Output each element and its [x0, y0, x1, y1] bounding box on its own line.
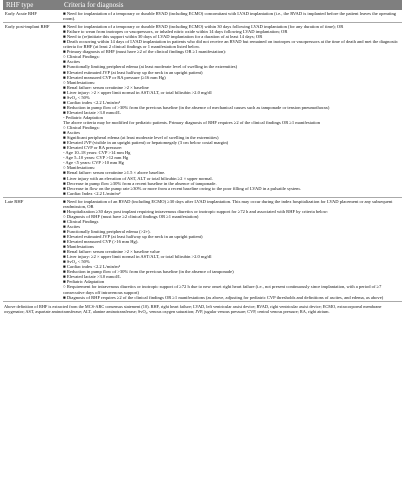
criteria-line: ■ Need for implantation of a temporary or durable RVAD (including ECMO) within 30 days following LVAD implantation (for any duration of time); OR [63, 24, 344, 30]
criteria-line: ■ Liver injury: >2 × upper limit normal in AST/ALT, or total bilirubin >2.0 mg/dl [63, 89, 212, 95]
criteria-line: ■ Hospitalization ≥30 days post implant requiring intravenous diuretics or inotropic support for ≥72 h and associated with RHF by criteria below: [63, 208, 329, 214]
criteria-line: ■ Elevated CVP or RA pressure: [63, 145, 123, 151]
criteria-line: ■ Liver injury: ≥2 × upper limit normal in AST/ALT, or total bilirubin >2.0 mg/dl [63, 254, 212, 260]
table-header-row [3, 0, 402, 10]
criteria-line: ■ Elevated estimated JVP (at least halfway up the neck in an upright patient) [63, 234, 203, 240]
rhf-type-cell: Early Acute RHF [3, 10, 61, 23]
criteria-line: ■ Need to (re)initiate this support within 30 days of LVAD implantation for a duration of at least 14 days; OR [63, 34, 263, 40]
criteria-line: ■ Reduction in pump flow of >30% from the previous baseline (in the absence of mechanical causes such as tamponade or tension pneumothorax) [63, 104, 330, 110]
header-rhf-type: RHF type [3, 0, 61, 10]
criteria-cell [61, 197, 402, 301]
criteria-line: ■ Need for implantation of an RVAD (including ECMO) ≥30 days after LVAD implantation. This may occur during the index hospitalization for LVAD placement or any subsequent readmission, OR [63, 198, 393, 209]
criteria-line: ■ Decrease in pump flow ≥30% from a recent baseline in the absence of tamponade. [63, 180, 217, 186]
criteria-line: ■ Clinical Findings [63, 218, 99, 224]
criteria-line: ○ Manifestations: [63, 79, 96, 85]
criteria-line: ■ Manifestations [63, 244, 94, 250]
criteria-line: ■ Elevated measured CVP or RA pressure (≥16 mm Hg) [63, 74, 166, 80]
criteria-cell [61, 23, 402, 198]
criteria-line: ■ Diagnosis of RHF requires ≥2 of the clinical findings OR ≥1 manifestations (as above, adjusting for pediatric CVP thresholds and definitions of ascites, and edema, as above) [63, 294, 384, 300]
table-row [3, 197, 402, 301]
criteria-line: - Age 10–18 years: CVP >14 mm Hg [63, 150, 131, 156]
criteria-line: ○ Manifestations: [63, 165, 96, 171]
table-row [3, 10, 402, 23]
criteria-line: ■ Failure to wean from inotropes or vasopressors, or inhaled nitric oxide within 14 days following LVAD implantation; OR [63, 29, 288, 35]
criteria-line: ■ Ascites [63, 223, 81, 229]
table-footnote: Above definition of RHF is extracted from the MCS-ARC consensus statement (10). RHF, right heart failure; LVAD, left ventricular assist device; RVAD, right ventricular assist device; ECMO, extracorporeal membrane oxygenator; AST, aspartate aminotransferase; ALT, alanine aminotransferase; SvO₂, venous oxygen saturation; JVP, jugular venous pressure; CVP, central venous pressure; RA, right atrium. [4, 303, 382, 314]
criteria-line: ○ Clinical Findings: [63, 54, 100, 60]
table-row [3, 23, 402, 198]
criteria-line: ■ Ascites [63, 59, 81, 65]
criteria-line: ■ Ascites [63, 130, 81, 136]
rhf-type-cell: Early post-implant RHF [3, 23, 61, 198]
criteria-line: ■ Death occurring within 14 days of LVAD implantation in patients who did not receive an RVAD but remained on inotropes or vasopressors at the time of death and met the diagnostic criteria for RHF (at least 2 clinical findings or 1 manifestation listed below. [63, 39, 399, 50]
table-body [3, 10, 402, 301]
criteria-line: ■ Reduction in pump flow of >30% from the previous baseline (in the absence of tamponade) [63, 269, 234, 275]
criteria-line: ■ SvO₂ < 50% [63, 259, 90, 265]
criteria-line: ■ Functionally limiting peripheral edema (at least moderate level of swelling in the extremities) [63, 64, 238, 70]
criteria-line: ■ Functionally limiting peripheral edema (>2+). [63, 228, 151, 234]
criteria-line: ■ Renal failure: serum creatinine >2 × baseline [63, 84, 149, 90]
criteria-line: ■ Renal failure: serum creatinine ≥1.5 × above baseline. [63, 170, 166, 176]
criteria-line: ■ Elevated measured CVP (>16 mm Hg). [63, 239, 139, 245]
criteria-line: ■ Elevated JVP (visible in an upright patient) or hepatomegaly (3 cm below costal margin) [63, 140, 229, 146]
criteria-line: ○ Clinical Findings: [63, 125, 100, 131]
criteria-line: The above criteria may be modified for pediatric patients. Primary diagnosis of RHF requires ≥2 of the clinical findings OR ≥1 manifestation [63, 119, 321, 125]
criteria-line: - Pediatric Adaptation [63, 114, 103, 120]
criteria-line: ■ Decrease in flow on the pump rate ≥30% or more from a recent baseline owing to the poor filling of LVAD in a pulsatile system. [63, 185, 301, 191]
criteria-cell [61, 10, 402, 23]
rhf-type-cell: Late RHF [3, 197, 61, 301]
criteria-line: ■ Elevated estimated JVP (at least halfway up the neck in an upright patient) [63, 69, 203, 75]
criteria-line: ■ Significant peripheral edema (at least moderate level of swelling in the extremities) [63, 135, 219, 141]
criteria-line: ■ Pediatric Adaptation [63, 279, 105, 285]
criteria-line: ○ Requirement for intravenous diuretics or inotropic support of ≥72 h due to new onset right heart failure (i.e., not present continuously since implantation, with a period of ≥7 consecutive days off intravenous support) [63, 284, 382, 295]
criteria-line: ■ Elevated lactate >3.0 mmol/L [63, 274, 121, 280]
criteria-line: ■ Renal failure: serum creatinine >2 × baseline value [63, 249, 160, 255]
criteria-line: ■ SvO₂ < 50% [63, 94, 90, 100]
table-page [3, 0, 402, 314]
criteria-line: ■ Cardiac index <2.2 L/min/m² [63, 264, 121, 270]
header-criteria: Criteria for diagnosis [61, 0, 402, 10]
criteria-line: ■ Cardiac Index <2.2 L/min/m² [63, 190, 121, 196]
criteria-line: - Age <5 years: CVP >10 mm Hg [63, 160, 124, 166]
criteria-line: - Age 5–10 years: CVP >12 mm Hg [63, 155, 129, 161]
criteria-line: ■ Elevated lactate >3.0 mmol/L [63, 109, 121, 115]
criteria-line: ■ Cardiac index <2.2 L/min/m² [63, 99, 121, 105]
rhf-criteria-table [3, 0, 402, 302]
criteria-line: ■ Primary diagnosis of RHF (must have ≥2 of the clinical findings OR ≥1 manifestation): [63, 49, 227, 55]
criteria-line: ■ Liver injury with an elevation of AST, ALT or total bilirubin ≥2 × upper normal. [63, 175, 213, 181]
criteria-line: ○ Diagnosis of RHF (must have ≥2 clinical findings OR ≥1 manifestation) [63, 213, 199, 219]
criteria-line: ■ Need for implantation of a temporary or durable RVAD (including ECMO) concomitant with LVAD implantation (i.e., the RVAD is implanted before the patient leaves the operating room). [63, 11, 397, 22]
